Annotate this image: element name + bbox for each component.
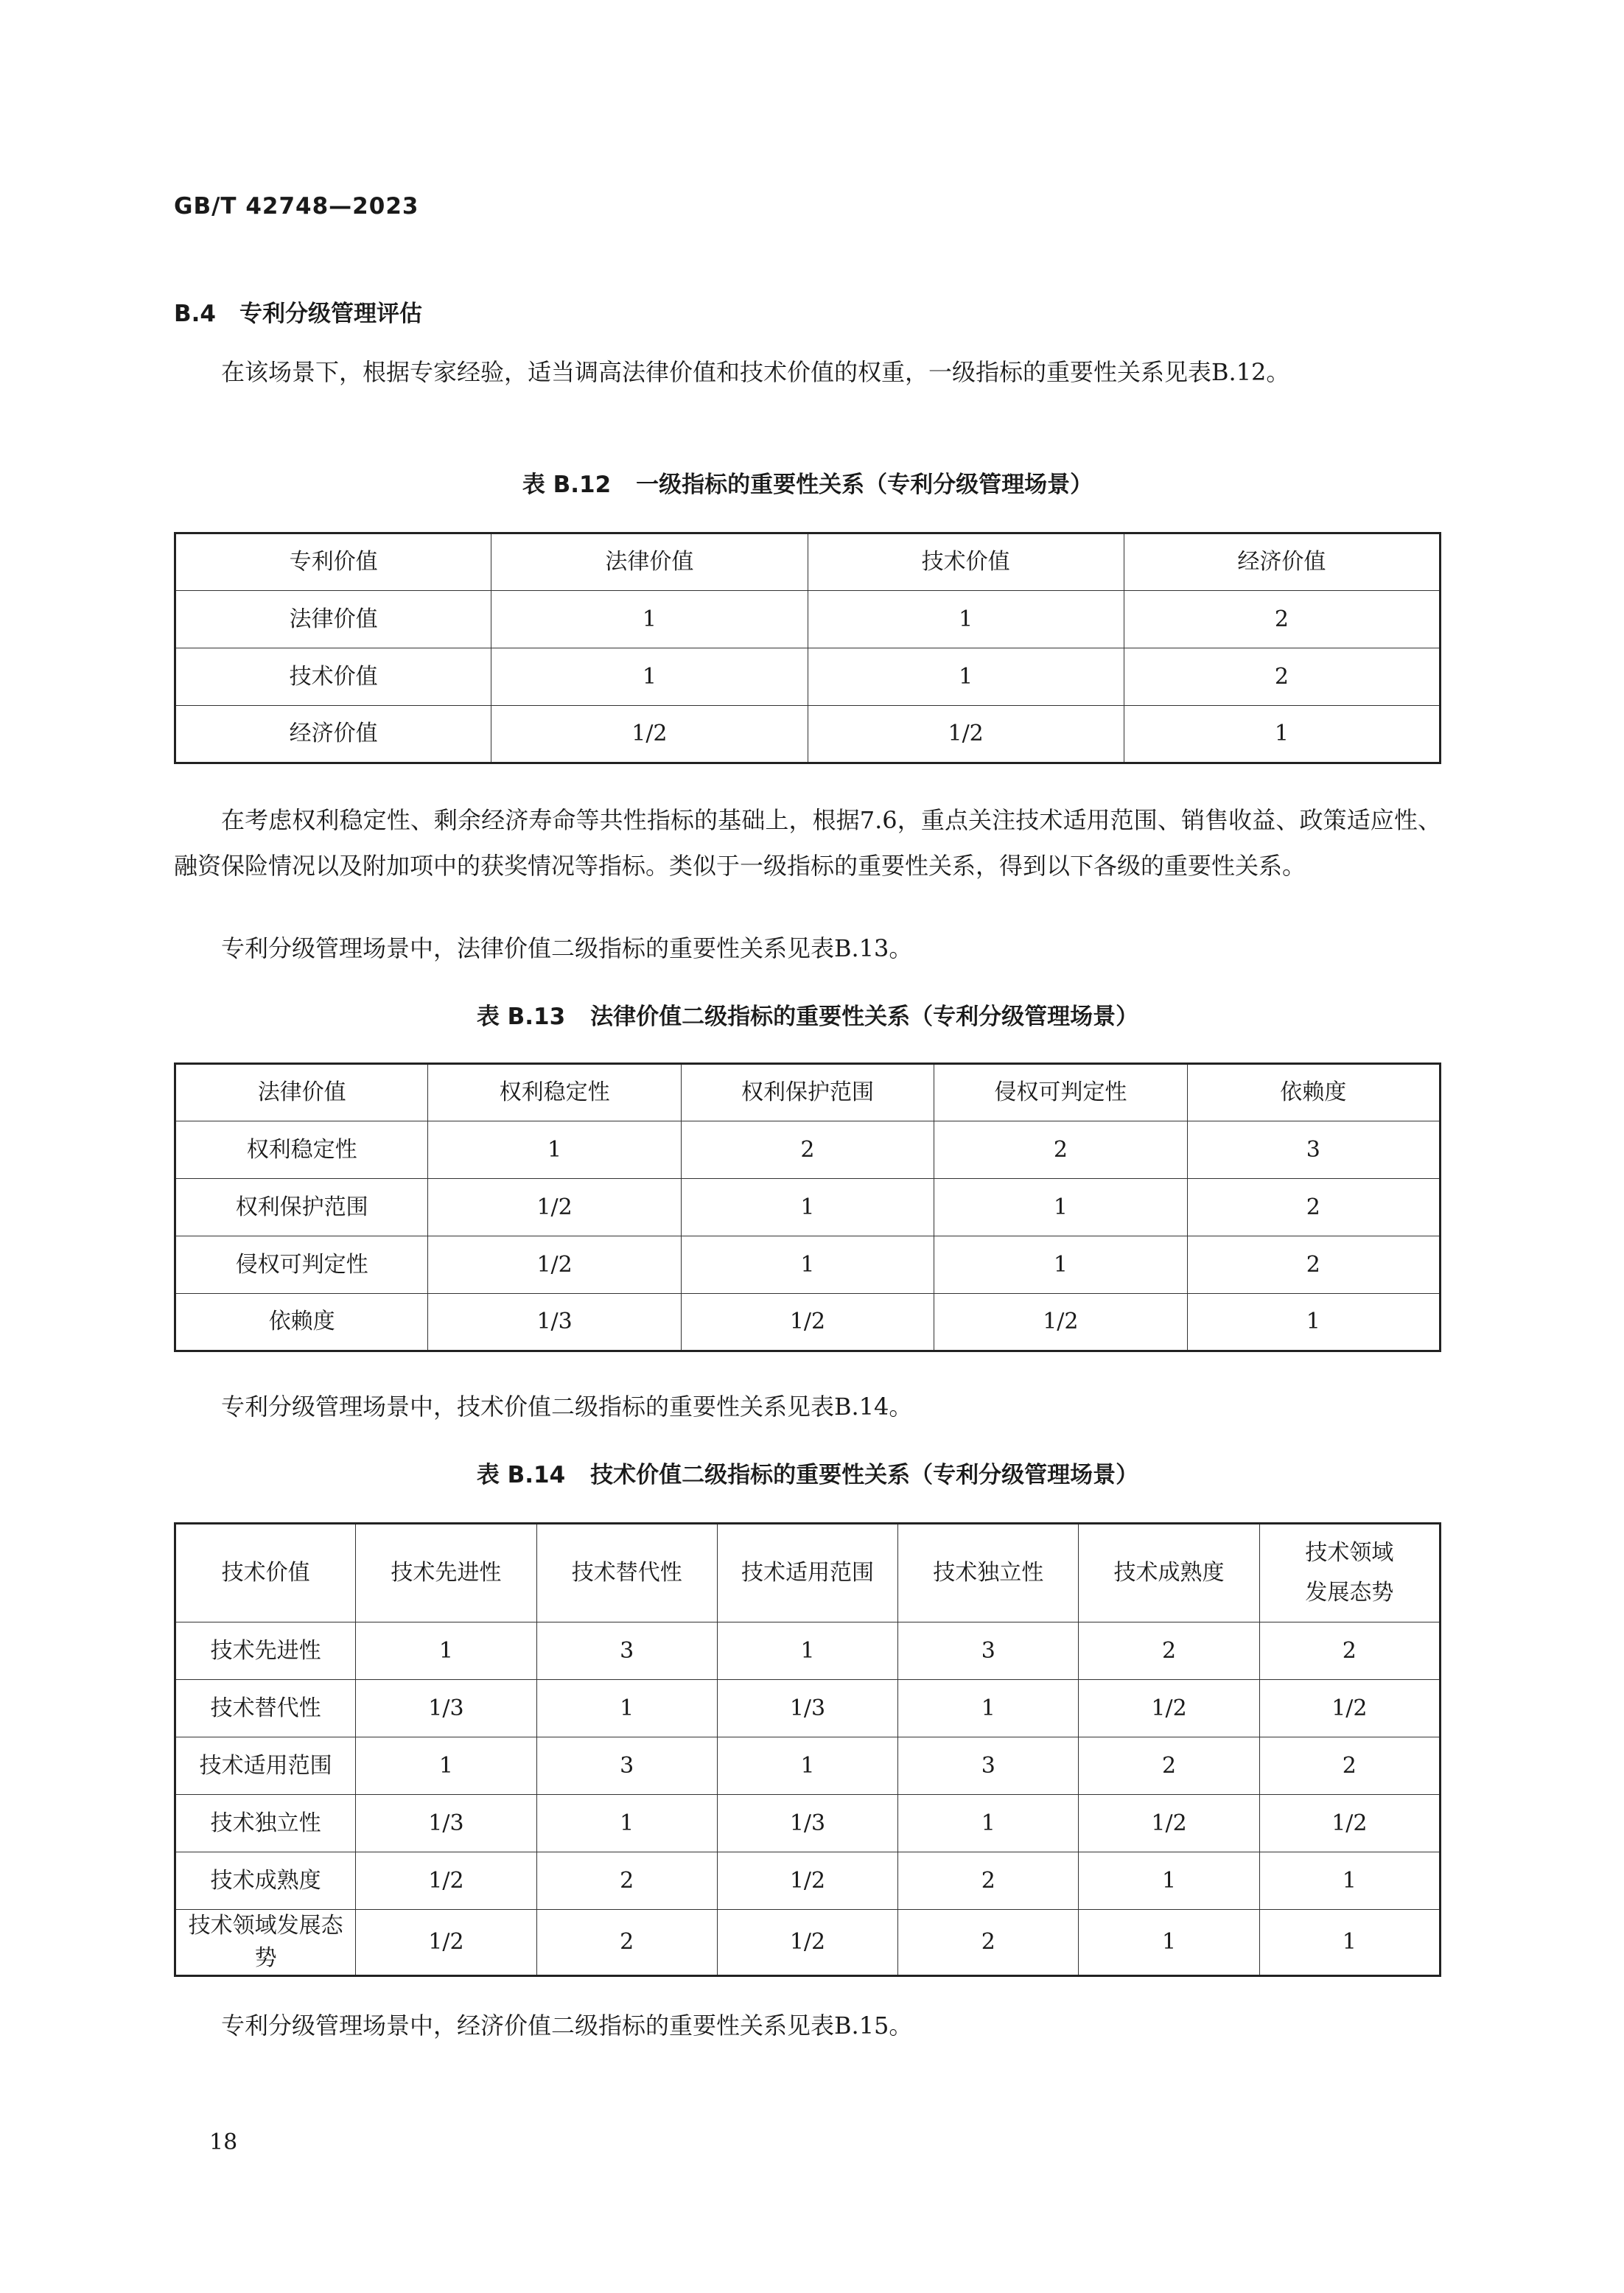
- table-row: [175, 1737, 1441, 1795]
- table-b12: [174, 532, 1441, 764]
- table-cell: 2: [898, 1910, 1079, 1976]
- table-cell: 侵权可判定性: [175, 1236, 428, 1294]
- table-cell: 3: [536, 1622, 717, 1680]
- table-cell: 依赖度: [175, 1294, 428, 1351]
- table-header-cell: 权利稳定性: [428, 1064, 681, 1121]
- table-cell: 1: [1187, 1294, 1440, 1351]
- table-header-cell: 专利价值: [175, 533, 491, 591]
- table-b12-caption: [174, 466, 1441, 499]
- paragraph-5: 专利分级管理场景中，经济价值二级指标的重要性关系见表B.15。: [221, 2012, 913, 2040]
- table-cell: 1: [536, 1795, 717, 1852]
- table-b14-number: 表 B.14: [476, 1462, 566, 1488]
- table-cell: 1: [1079, 1910, 1259, 1976]
- table-cell: 1: [536, 1680, 717, 1737]
- table-row: [175, 1236, 1441, 1294]
- table-cell: 1: [491, 648, 808, 706]
- table-cell: 2: [1259, 1622, 1440, 1680]
- section-title: 专利分级管理评估: [239, 301, 422, 327]
- section-heading: [174, 295, 422, 328]
- table-header-cell: 技术价值: [808, 533, 1124, 591]
- table-header-line: 发展态势: [1305, 1580, 1394, 1606]
- paragraph-1-text: 在该场景下，根据专家经验，适当调高法律价值和技术价值的权重，一级指标的重要性关系见表B.12。: [221, 358, 1290, 386]
- standard-number: GB/T 42748—2023: [174, 193, 419, 220]
- table-cell: 1: [934, 1179, 1187, 1236]
- table-row: [175, 1294, 1441, 1351]
- paragraph-2-text: 在考虑权利稳定性、剩余经济寿命等共性指标的基础上，根据7.6，重点关注技术适用范围、销售收益、政策适应性、融资保险情况以及附加项中的获奖情况等指标。类似于一级指标的重要性关系，得到以下各级的重要性关系。: [174, 806, 1441, 880]
- table-cell: 2: [536, 1852, 717, 1910]
- table-cell: 2: [1124, 591, 1440, 648]
- table-cell: 1: [717, 1737, 897, 1795]
- table-header-cell: 技术替代性: [536, 1524, 717, 1622]
- table-cell: 1: [1259, 1852, 1440, 1910]
- table-cell: 法律价值: [175, 591, 491, 648]
- table-header-cell: [1259, 1524, 1440, 1622]
- table-cell: 经济价值: [175, 706, 491, 763]
- paragraph-2: [174, 797, 1441, 889]
- table-cell: 1/3: [356, 1795, 536, 1852]
- table-cell: 1/2: [356, 1852, 536, 1910]
- table-header-cell: 技术价值: [175, 1524, 356, 1622]
- table-b14-title: 技术价值二级指标的重要性关系（专利分级管理场景）: [590, 1462, 1139, 1488]
- table-header-cell: 技术先进性: [356, 1524, 536, 1622]
- paragraph-1: [174, 349, 1441, 395]
- table-b14: [174, 1522, 1441, 1977]
- table-cell: 1/2: [1079, 1680, 1259, 1737]
- table-cell: 1: [1259, 1910, 1440, 1976]
- table-cell: 1: [356, 1737, 536, 1795]
- table-cell: 2: [1259, 1737, 1440, 1795]
- table-cell: 1/2: [1259, 1680, 1440, 1737]
- table-row: [175, 591, 1441, 648]
- table-b12-title: 一级指标的重要性关系（专利分级管理场景）: [636, 472, 1093, 498]
- table-cell: 2: [1187, 1179, 1440, 1236]
- table-cell: 1: [717, 1622, 897, 1680]
- paragraph-3: 专利分级管理场景中，法律价值二级指标的重要性关系见表B.13。: [221, 934, 913, 962]
- table-b12-number: 表 B.12: [522, 472, 612, 498]
- table-row: [175, 1795, 1441, 1852]
- table-cell: 3: [536, 1737, 717, 1795]
- table-cell: 2: [1079, 1737, 1259, 1795]
- table-header-cell: 法律价值: [491, 533, 808, 591]
- table-b13-number: 表 B.13: [476, 1004, 566, 1030]
- table-cell: 1/2: [681, 1294, 934, 1351]
- table-cell: 1: [808, 591, 1124, 648]
- table-header-row: [175, 1064, 1441, 1121]
- table-cell: 1: [681, 1236, 934, 1294]
- paragraph-4: 专利分级管理场景中，技术价值二级指标的重要性关系见表B.14。: [221, 1393, 913, 1421]
- table-cell: 1/2: [491, 706, 808, 763]
- table-cell: 2: [1079, 1622, 1259, 1680]
- table-header-cell: 法律价值: [175, 1064, 428, 1121]
- table-cell: 1: [898, 1795, 1079, 1852]
- table-header-cell: 依赖度: [1187, 1064, 1440, 1121]
- table-cell: 2: [536, 1910, 717, 1976]
- table-cell: 1: [491, 591, 808, 648]
- table-row: [175, 1121, 1441, 1179]
- table-cell: 3: [1187, 1121, 1440, 1179]
- table-cell: 技术先进性: [175, 1622, 356, 1680]
- table-cell: 1: [681, 1179, 934, 1236]
- table-b14-caption: [174, 1456, 1441, 1489]
- table-cell: 权利稳定性: [175, 1121, 428, 1179]
- table-cell: 1/3: [428, 1294, 681, 1351]
- table-header-cell: 技术适用范围: [717, 1524, 897, 1622]
- table-header-cell: 权利保护范围: [681, 1064, 934, 1121]
- table-cell: 1/2: [1259, 1795, 1440, 1852]
- table-cell: 2: [1124, 648, 1440, 706]
- table-cell: 1/2: [356, 1910, 536, 1976]
- table-cell: 技术替代性: [175, 1680, 356, 1737]
- table-b13-caption: [174, 998, 1441, 1031]
- table-cell: 3: [898, 1737, 1079, 1795]
- table-cell: 1/2: [717, 1910, 897, 1976]
- table-cell: 1: [1079, 1852, 1259, 1910]
- table-header-cell: 技术独立性: [898, 1524, 1079, 1622]
- table-cell: 1/2: [428, 1179, 681, 1236]
- table-cell: 技术适用范围: [175, 1737, 356, 1795]
- table-cell: 技术价值: [175, 648, 491, 706]
- table-cell: 1/2: [1079, 1795, 1259, 1852]
- table-header-cell: 技术成熟度: [1079, 1524, 1259, 1622]
- table-cell: 技术领域发展态势: [175, 1910, 356, 1976]
- table-b13-title: 法律价值二级指标的重要性关系（专利分级管理场景）: [590, 1004, 1139, 1030]
- table-cell: 2: [934, 1121, 1187, 1179]
- table-row: [175, 1910, 1441, 1976]
- table-header-row: [175, 533, 1441, 591]
- table-cell: 1: [428, 1121, 681, 1179]
- table-header-line: 技术领域: [1305, 1540, 1394, 1566]
- table-cell: 技术独立性: [175, 1795, 356, 1852]
- table-cell: 1/3: [717, 1680, 897, 1737]
- table-b13: [174, 1063, 1441, 1352]
- table-cell: 技术成熟度: [175, 1852, 356, 1910]
- table-cell: 1: [898, 1680, 1079, 1737]
- table-header-cell: 侵权可判定性: [934, 1064, 1187, 1121]
- table-cell: 1/2: [808, 706, 1124, 763]
- table-row: [175, 1622, 1441, 1680]
- table-cell: 1/3: [717, 1795, 897, 1852]
- table-cell: 1: [934, 1236, 1187, 1294]
- table-cell: 2: [681, 1121, 934, 1179]
- section-number: B.4: [174, 301, 216, 327]
- table-cell: 1: [808, 648, 1124, 706]
- table-cell: 1/2: [717, 1852, 897, 1910]
- table-cell: 权利保护范围: [175, 1179, 428, 1236]
- table-row: [175, 648, 1441, 706]
- page-number: 18: [209, 2129, 238, 2155]
- table-header-cell: 经济价值: [1124, 533, 1440, 591]
- table-cell: 2: [1187, 1236, 1440, 1294]
- table-cell: 2: [898, 1852, 1079, 1910]
- table-cell: 1/2: [428, 1236, 681, 1294]
- table-row: [175, 1680, 1441, 1737]
- table-cell: 1/2: [934, 1294, 1187, 1351]
- table-cell: 1: [1124, 706, 1440, 763]
- table-row: [175, 706, 1441, 763]
- table-row: [175, 1852, 1441, 1910]
- table-cell: 1: [356, 1622, 536, 1680]
- table-cell: 1/3: [356, 1680, 536, 1737]
- table-header-row: [175, 1524, 1441, 1622]
- table-cell: 3: [898, 1622, 1079, 1680]
- table-row: [175, 1179, 1441, 1236]
